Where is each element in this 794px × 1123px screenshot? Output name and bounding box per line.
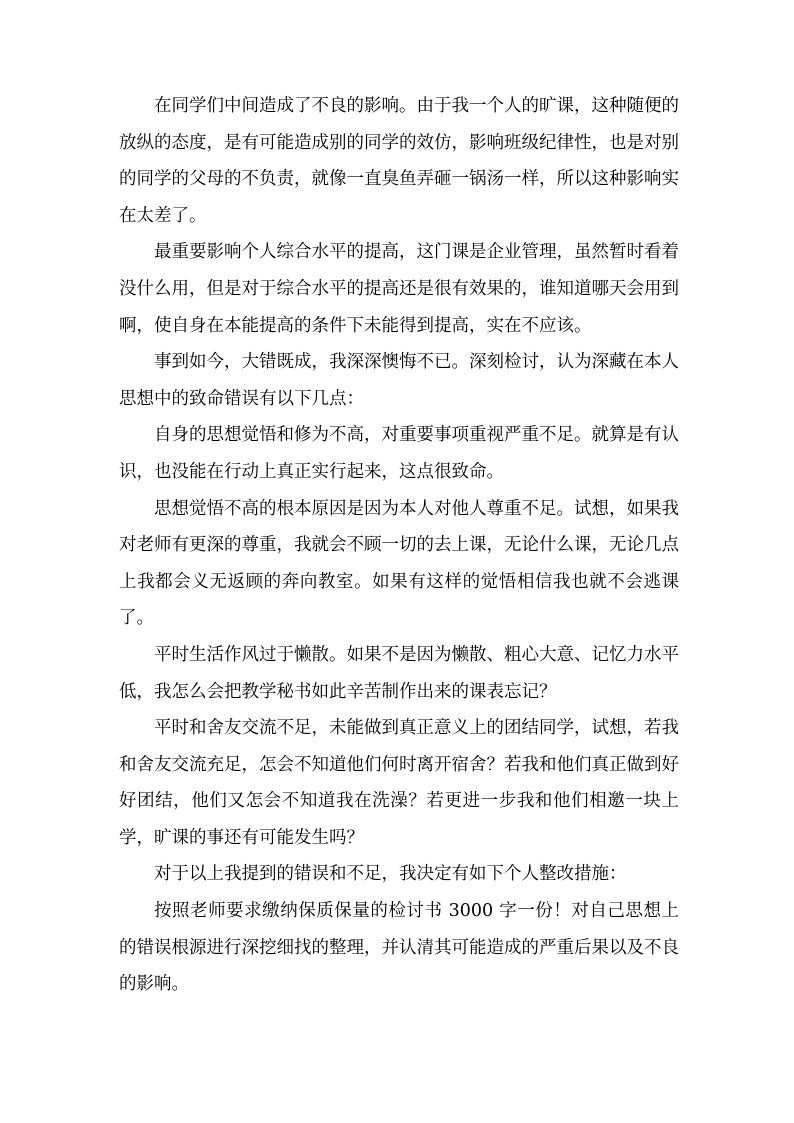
- paragraph-6: 平时生活作风过于懒散。如果不是因为懒散、粗心大意、记忆力水平低，我怎么会把教学秘书如此辛苦制作出来的课表忘记？: [119, 644, 679, 702]
- paragraph-1: 在同学们中间造成了不良的影响。由于我一个人的旷课，这种随便的放纵的态度，是有可能造成别的同学的效仿，影响班级纪律性，也是对别的同学的父母的不负责，就像一直臭鱼弄砸一锅汤一样，所以这种影响实在太差了。: [119, 96, 679, 226]
- paragraph-9: 按照老师要求缴纳保质保量的检讨书 3000 字一份！对自己思想上的错误根源进行深挖细找的整理，并认清其可能造成的严重后果以及不良的影响。: [119, 901, 679, 995]
- paragraph-2: 最重要影响个人综合水平的提高，这门课是企业管理，虽然暂时看着没什么用，但是对于综合水平的提高还是很有效果的，谁知道哪天会用到啊，使自身在本能提高的条件下未能得到提高，实在不应该。: [119, 242, 679, 336]
- paragraph-8: 对于以上我提到的错误和不足，我决定有如下个人整改措施：: [154, 864, 627, 885]
- paragraph-5: 思想觉悟不高的根本原因是因为本人对他人尊重不足。试想，如果我对老师有更深的尊重，我就会不顾一切的去上课，无论什么课，无论几点上我都会义无返顾的奔向教室。如果有这样的觉悟相信我也就不会逃课了。: [119, 498, 679, 629]
- document-body: [119, 88, 679, 1003]
- paragraph-3: 事到如今，大错既成，我深深懊悔不已。深刻检讨，认为深藏在本人思想中的致命错误有以下几点：: [119, 352, 679, 409]
- paragraph-4: 自身的思想觉悟和修为不高，对重要事项重视严重不足。就算是有认识，也没能在行动上真正实行起来，这点很致命。: [119, 425, 679, 482]
- paragraph-7: 平时和舍友交流不足，未能做到真正意义上的团结同学，试想，若我和舍友交流充足，怎会不知道他们何时离开宿舍？若我和他们真正做到好好团结，他们又怎会不知道我在洗澡？若更进一步我和他们相邀一块上学，旷课的事还有可能发生吗？: [119, 718, 679, 848]
